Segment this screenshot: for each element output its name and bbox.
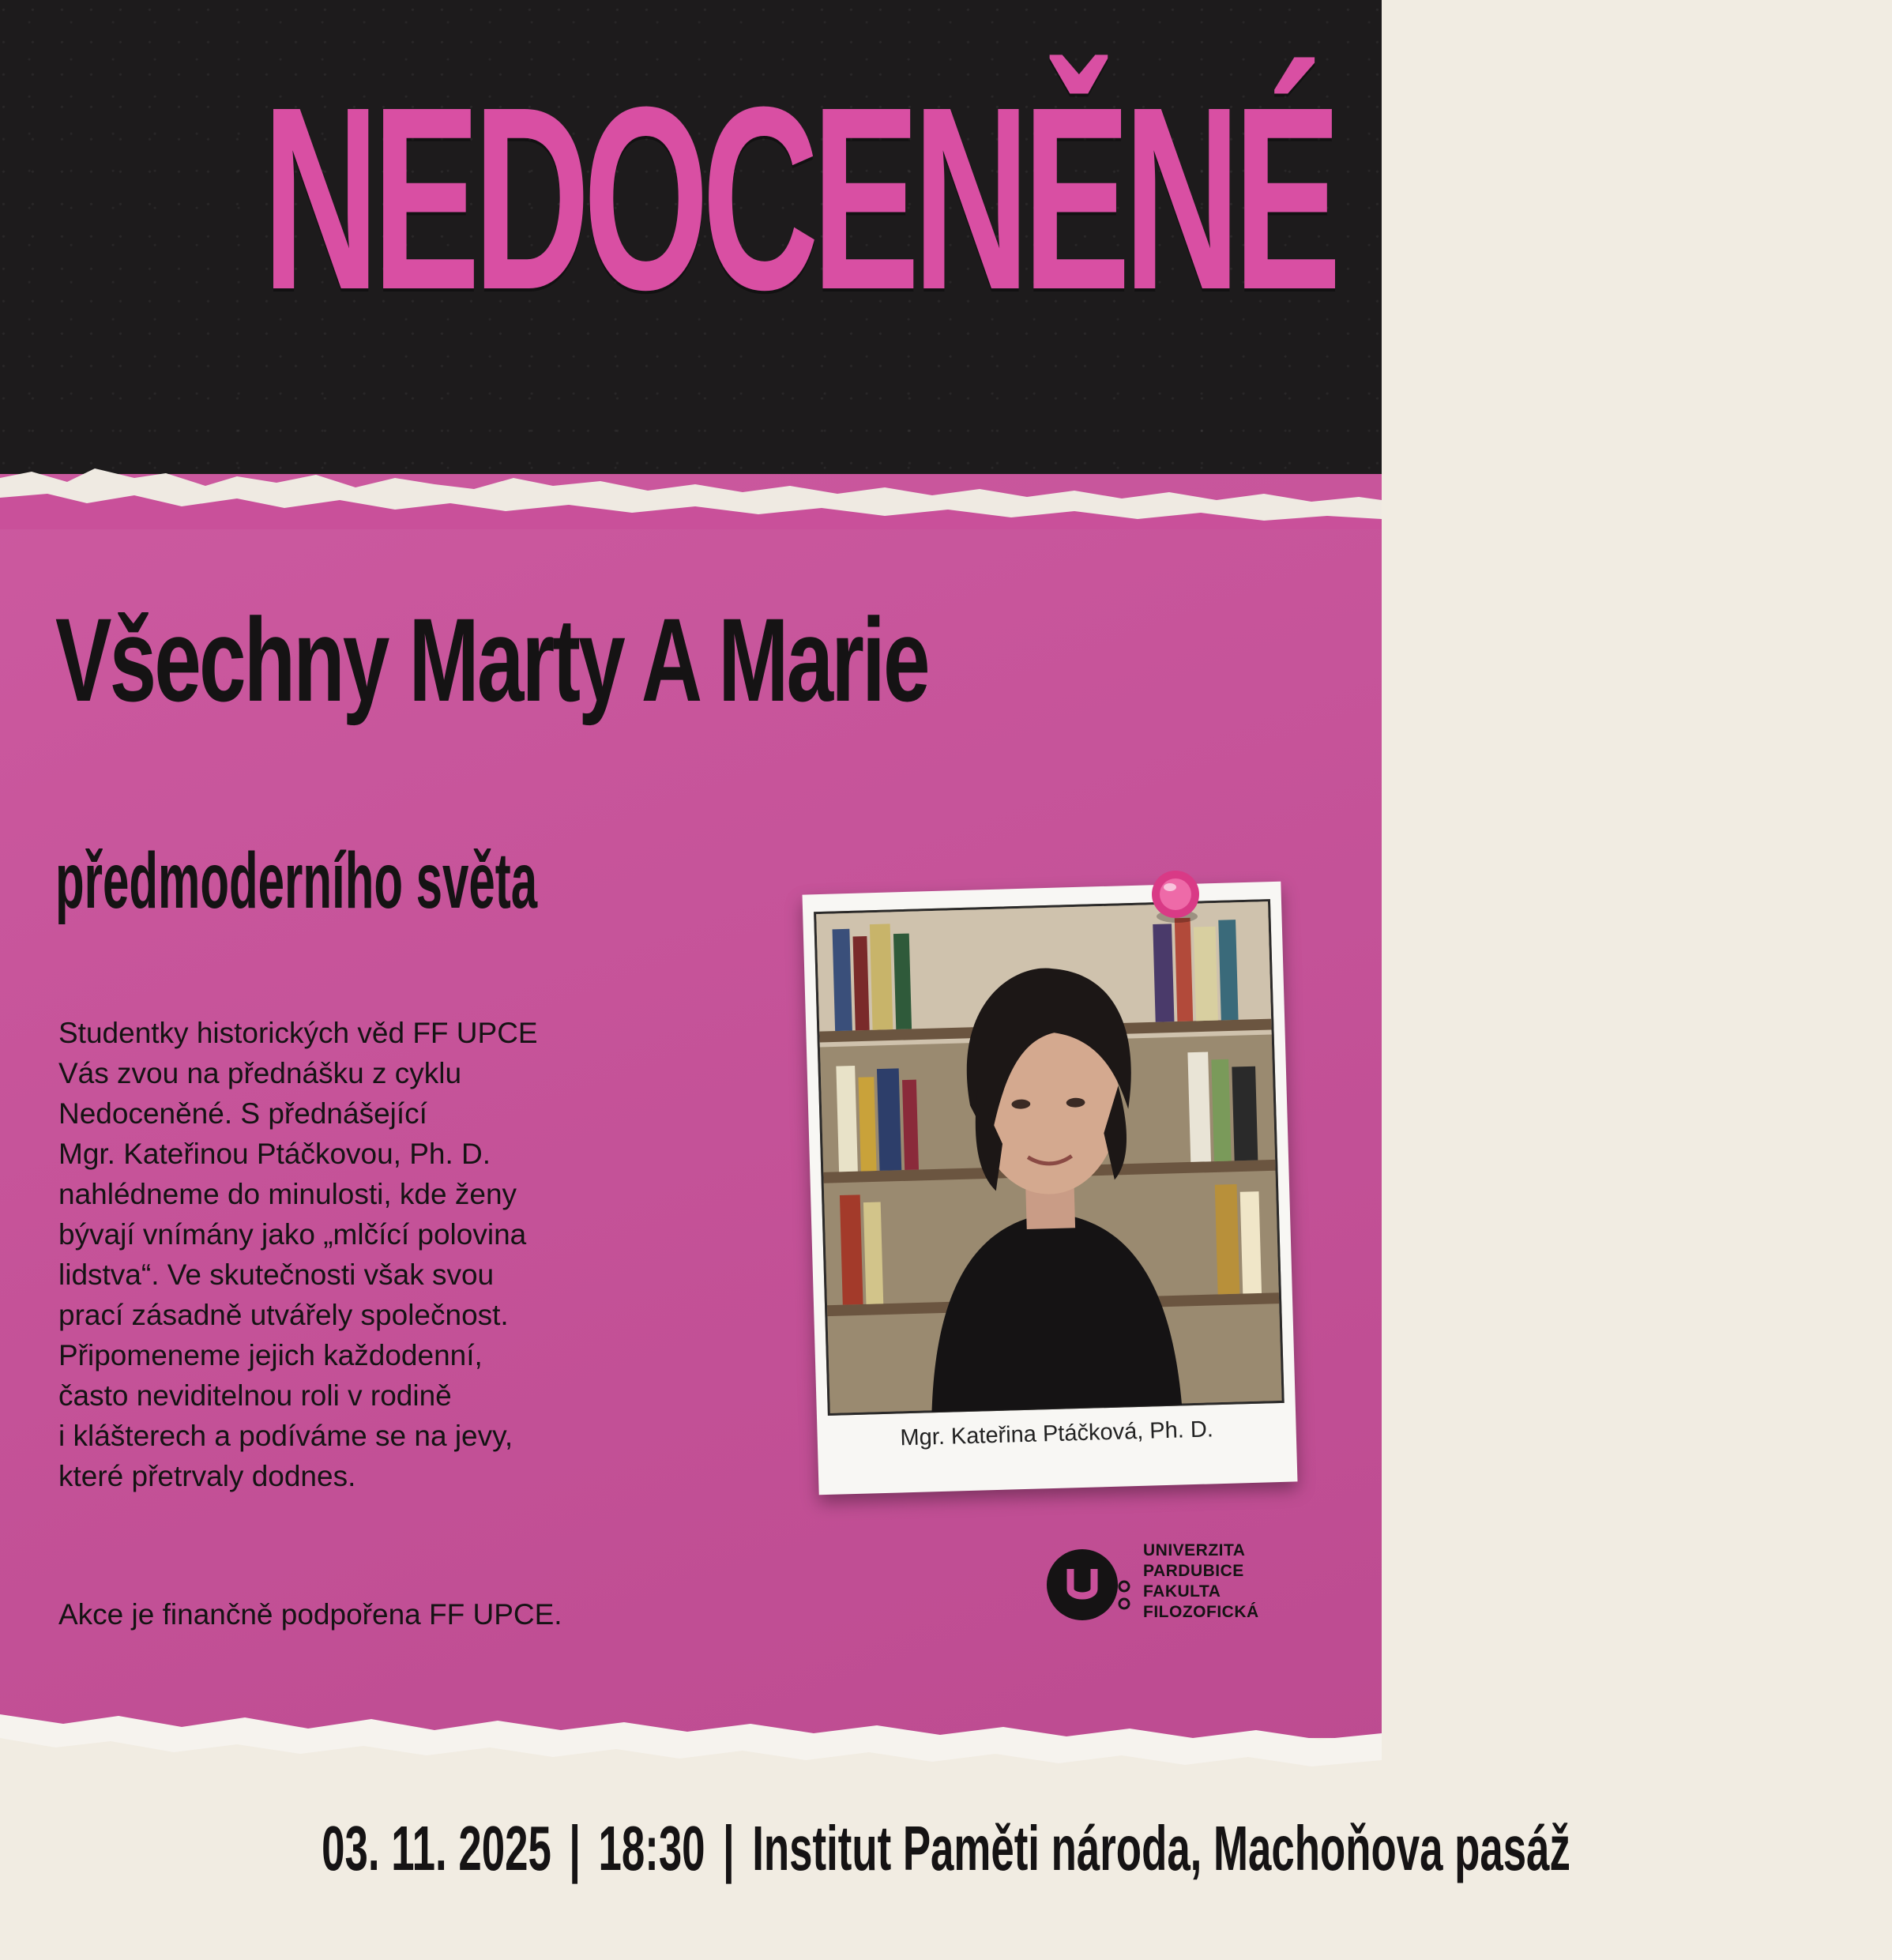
lecture-title: Všechny Marty A Marie [55,593,928,726]
lecture-subtitle: předmoderního světa [55,837,538,925]
logo-line: FILOZOFICKÁ [1143,1603,1259,1621]
separator: | [569,1813,581,1883]
event-details [0,1813,1570,1883]
funding-note: Akce je finančně podpořena FF UPCE. [58,1598,562,1631]
push-pin-icon [1140,861,1211,932]
description-line: prací zásadně utvářely společnost. [58,1299,509,1331]
logo-line: PARDUBICE [1143,1562,1244,1580]
speaker-photo [814,899,1285,1416]
description [58,1013,769,1496]
event-date: 03. 11. 2025 [322,1813,551,1883]
description-line: bývají vnímány jako „mlčící polovina [58,1218,527,1251]
description-line: Studentky historických věd FF UPCE [58,1017,538,1049]
event-time: 18:30 [598,1813,705,1883]
description-line: Vás zvou na přednášku z cyklu [58,1057,462,1089]
logo-line: UNIVERZITA [1143,1541,1246,1559]
logo-text [1143,1541,1259,1623]
description-line: lidstva“. Ve skutečnosti však svou [58,1258,495,1291]
speaker-photo-card [803,882,1298,1495]
logo-line: FAKULTA [1143,1582,1221,1601]
description-line: nahlédneme do minulosti, kde ženy [58,1178,517,1210]
torn-edge-bottom [0,1706,1382,1778]
upce-logo-mark-icon [1047,1545,1134,1624]
description-line: Připomeneme jejich každodenní, [58,1339,483,1371]
photo-caption: Mgr. Kateřina Ptáčková, Ph. D. [900,1416,1214,1451]
torn-edge-top [0,454,1382,529]
description-line: Mgr. Kateřinou Ptáčkovou, Ph. D. [58,1138,491,1170]
description-line: i klášterech a podíváme se na jevy, [58,1420,513,1452]
description-line: Nedoceněné. S přednášející [58,1097,427,1130]
separator: | [722,1813,735,1883]
poster-title: NEDOCENĚNÉ [262,52,1335,344]
description-line: které přetrvaly dodnes. [58,1460,356,1492]
description-line: často neviditelnou roli v rodině [58,1379,452,1412]
university-logo [1047,1541,1300,1627]
event-venue: Institut Paměti národa, Machoňova pasáž [752,1813,1570,1883]
